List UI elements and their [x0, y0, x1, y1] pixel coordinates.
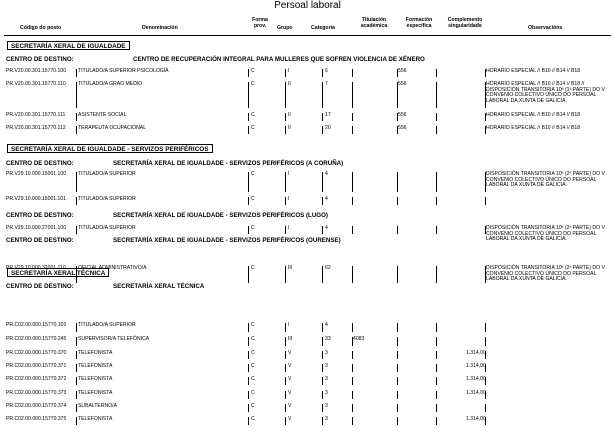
- column-separator: [322, 197, 323, 205]
- column-separator: [248, 113, 249, 121]
- column-separator: [485, 364, 486, 372]
- row-grupo: I: [288, 196, 290, 202]
- column-separator: [322, 172, 323, 192]
- row-categoria: 62: [325, 265, 331, 271]
- row-observacions: HORARIO ESPECIAL // B10 // B14 // B18: [486, 125, 581, 131]
- column-separator: [436, 337, 437, 346]
- column-separator: [76, 323, 77, 332]
- column-separator: [352, 197, 353, 205]
- column-separator: [397, 404, 398, 412]
- header-codigo: Código do posto: [20, 25, 62, 31]
- row-categoria: 3: [325, 363, 328, 369]
- column-separator: [436, 266, 437, 283]
- row-denominacion: TITULADO/A SUPERIOR: [78, 171, 136, 177]
- column-separator: [352, 69, 353, 77]
- row-grupo: V: [288, 403, 292, 409]
- row-complemento: 1.314,00: [466, 416, 486, 422]
- column-separator: [285, 113, 286, 121]
- column-separator: [352, 404, 353, 412]
- column-separator: [485, 113, 486, 121]
- row-categoria: 3: [325, 376, 328, 382]
- column-separator: [352, 226, 353, 234]
- row-denominacion: TITULADO/A SUPERIOR: [78, 225, 136, 231]
- column-separator: [485, 226, 486, 234]
- column-separator: [436, 391, 437, 399]
- row-categoria: 4: [325, 196, 328, 202]
- row-formacion: 556: [398, 81, 407, 87]
- column-separator: [285, 172, 286, 192]
- row-denominacion: TITULADO/A SUPERIOR: [78, 196, 136, 202]
- row-denominacion: SUBALTERNO/A: [78, 403, 117, 409]
- column-separator: [248, 364, 249, 372]
- row-complemento: 1.314,00: [466, 376, 486, 382]
- column-separator: [322, 126, 323, 134]
- column-separator: [436, 226, 437, 234]
- centro-label: CENTRO DE DESTINO:: [6, 283, 74, 290]
- column-separator: [322, 266, 323, 283]
- section-header: SECRETARÍA XERAL DE IGUALDADE: [7, 41, 130, 50]
- column-separator: [248, 323, 249, 332]
- column-separator: [76, 351, 77, 359]
- column-separator: [397, 126, 398, 134]
- row-code: PR.V20.00.301.15770.110: [6, 81, 66, 87]
- column-separator: [485, 377, 486, 385]
- page-title: Persoal laboral: [274, 0, 341, 11]
- column-separator: [352, 323, 353, 332]
- row-code: PR.C02.00.000.15770.245: [6, 336, 67, 342]
- column-separator: [248, 377, 249, 385]
- row-grupo: V: [288, 363, 292, 369]
- column-separator: [76, 69, 77, 77]
- column-separator: [322, 226, 323, 234]
- column-separator: [397, 82, 398, 108]
- column-separator: [322, 82, 323, 108]
- row-categoria: 3: [325, 403, 328, 409]
- column-separator: [285, 82, 286, 108]
- column-separator: [397, 69, 398, 77]
- column-separator: [485, 337, 486, 346]
- column-separator: [285, 364, 286, 372]
- column-separator: [248, 126, 249, 134]
- column-separator: [285, 351, 286, 359]
- column-separator: [76, 417, 77, 425]
- column-separator: [322, 364, 323, 372]
- column-separator: [76, 172, 77, 192]
- row-grupo: I: [288, 225, 290, 231]
- centro-label: CENTRO DE DESTINO:: [6, 212, 74, 219]
- row-observacions: HORARIO ESPECIAL // B10 // B14 // B18 // DISPOSICIÓN TRANSITORIA 10ª (1ª PARTE) DO V CONVENIO COLECTIVO ÚNICO DO PERSOAL LABORAL DA XUNTA DE GALICIA.: [486, 81, 605, 104]
- row-grupo: II: [288, 125, 291, 131]
- column-separator: [485, 404, 486, 412]
- row-forma: C: [251, 336, 255, 342]
- centro-label: CENTRO DE DESTINO:: [6, 237, 74, 244]
- row-denominacion: TELEFONISTA: [78, 350, 113, 356]
- column-separator: [248, 417, 249, 425]
- column-separator: [485, 82, 486, 108]
- header-observacions: Observacións: [528, 25, 563, 31]
- column-separator: [285, 226, 286, 234]
- column-separator: [285, 391, 286, 399]
- row-code: PR.C02.00.000.15770.102: [6, 322, 67, 328]
- column-separator: [285, 266, 286, 283]
- column-separator: [76, 197, 77, 205]
- column-separator: [397, 226, 398, 234]
- row-code: PR.C02.00.000.15770.371: [6, 363, 67, 369]
- column-separator: [397, 364, 398, 372]
- row-code: PR.V20.00.301.15770.100: [6, 68, 67, 74]
- row-formacion: 556: [398, 68, 407, 74]
- row-categoria: 3: [325, 416, 328, 422]
- column-separator: [248, 197, 249, 205]
- row-code: PR.C02.00.000.15770.370: [6, 350, 67, 356]
- row-denominacion: ASISTENTE SOCIAL: [78, 112, 127, 118]
- centro-label: CENTRO DE DESTINO:: [6, 56, 74, 63]
- column-separator: [436, 113, 437, 121]
- column-separator: [352, 377, 353, 385]
- row-categoria: 33: [325, 336, 331, 342]
- centro-name: SECRETARÍA XERAL TÉCNICA: [113, 283, 205, 290]
- column-separator: [322, 404, 323, 412]
- row-code: PR.V29.10.000.15001.100: [6, 171, 67, 177]
- row-observacions: DISPOSICIÓN TRANSITORIA 10ª (2ª PARTE) DO V CONVENIO COLECTIVO ÚNICO DO PERSOAL LABORAL DA XUNTA DE GALICIA.: [486, 225, 605, 243]
- column-separator: [248, 351, 249, 359]
- centro-label: CENTRO DE DESTINO:: [6, 160, 74, 167]
- column-separator: [248, 82, 249, 108]
- row-observacions: HORARIO ESPECIAL // B10 // B14 // B18: [486, 112, 581, 118]
- row-forma: C: [251, 363, 255, 369]
- column-separator: [485, 351, 486, 359]
- row-categoria: 3: [325, 350, 328, 356]
- row-forma: C: [251, 225, 255, 231]
- column-separator: [485, 266, 486, 283]
- row-forma: C: [251, 403, 255, 409]
- row-code: PR.V29.10.000.27001.100: [6, 225, 67, 231]
- column-separator: [76, 404, 77, 412]
- row-complemento: 1.314,00: [466, 363, 486, 369]
- centro-name: CENTRO DE RECUPERACIÓN INTEGRAL PARA MULLERES QUE SOFREN VIOLENCIA DE XÉNERO: [133, 56, 425, 63]
- row-forma: C: [251, 265, 255, 271]
- column-separator: [285, 417, 286, 425]
- row-grupo: I: [288, 68, 290, 74]
- column-separator: [436, 126, 437, 134]
- row-forma: C: [251, 322, 255, 328]
- column-separator: [436, 404, 437, 412]
- column-separator: [352, 351, 353, 359]
- column-separator: [76, 377, 77, 385]
- column-separator: [248, 226, 249, 234]
- row-grupo: II: [288, 112, 291, 118]
- header-rule: [4, 35, 611, 36]
- column-separator: [322, 337, 323, 346]
- column-separator: [322, 391, 323, 399]
- row-forma: C: [251, 125, 255, 131]
- column-separator: [352, 391, 353, 399]
- column-separator: [322, 113, 323, 121]
- row-denominacion: TERAPEUTA OCUPACIONAL: [78, 125, 147, 131]
- row-categoria: 4: [325, 322, 328, 328]
- column-separator: [248, 337, 249, 346]
- column-separator: [397, 337, 398, 346]
- column-separator: [436, 323, 437, 332]
- row-code: PR.C02.00.000.15770.372: [6, 376, 67, 382]
- column-separator: [397, 172, 398, 192]
- column-separator: [436, 82, 437, 108]
- row-categoria: 3: [325, 390, 328, 396]
- column-separator: [76, 364, 77, 372]
- centro-name: SECRETARÍA XERAL DE IGUALDADE - SERVIZOS PERIFÉRICOS (OURENSE): [113, 237, 341, 244]
- column-separator: [285, 404, 286, 412]
- column-separator: [322, 69, 323, 77]
- header-titulacion: Titulación académica: [360, 17, 388, 29]
- column-separator: [436, 377, 437, 385]
- row-grupo: III: [288, 265, 293, 271]
- row-code: PR.V20.00.301.15770.111: [6, 112, 66, 118]
- column-separator: [436, 364, 437, 372]
- row-observacions: DISPOSICIÓN TRANSITORIA 10ª (2ª PARTE) DO V CONVENIO COLECTIVO ÚNICO DO PERSOAL LABORAL DA XUNTA DE GALICIA.: [486, 265, 605, 283]
- column-separator: [436, 351, 437, 359]
- row-forma: C: [251, 350, 255, 356]
- column-separator: [352, 417, 353, 425]
- row-forma: C: [251, 416, 255, 422]
- column-separator: [248, 391, 249, 399]
- column-separator: [397, 266, 398, 283]
- column-separator: [248, 404, 249, 412]
- column-separator: [397, 417, 398, 425]
- row-code: PR.V20.00.301.15770.112: [6, 125, 66, 131]
- row-grupo: V: [288, 390, 292, 396]
- column-separator: [285, 126, 286, 134]
- column-separator: [436, 69, 437, 77]
- row-observacions: DISPOSICIÓN TRANSITORIA 10ª (2ª PARTE) DO V CONVENIO COLECTIVO ÚNICO DO PERSOAL LABORAL DA XUNTA DE GALICIA.: [486, 171, 605, 189]
- column-separator: [485, 172, 486, 192]
- header-categoria: Categoría: [311, 25, 335, 31]
- column-separator: [76, 391, 77, 399]
- column-separator: [76, 337, 77, 346]
- row-denominacion: TITULADO/A SUPERIOR PSICOLOGÍA: [78, 68, 169, 74]
- column-separator: [76, 82, 77, 108]
- row-denominacion: SUPERVISOR/A TELEFÓNICA: [78, 336, 150, 342]
- row-complemento: 1.314,00: [466, 390, 486, 396]
- row-forma: C: [251, 171, 255, 177]
- row-denominacion: TELEFONISTA: [78, 390, 113, 396]
- header-grupo: Grupo: [277, 25, 293, 31]
- column-separator: [322, 377, 323, 385]
- row-denominacion: TITULADO/A SUPERIOR: [78, 322, 136, 328]
- column-separator: [285, 377, 286, 385]
- column-separator: [248, 172, 249, 192]
- row-grupo: III: [288, 336, 293, 342]
- column-separator: [352, 364, 353, 372]
- header-complemento: Complemento singularidade: [447, 17, 483, 29]
- column-separator: [76, 113, 77, 121]
- column-separator: [352, 126, 353, 134]
- column-separator: [248, 69, 249, 77]
- row-grupo: I: [288, 171, 290, 177]
- column-separator: [397, 391, 398, 399]
- column-separator: [285, 197, 286, 205]
- row-code: PR.C02.00.000.15770.375: [6, 416, 67, 422]
- header-denominacion: Denominación: [142, 25, 178, 31]
- row-grupo: I: [288, 322, 290, 328]
- row-categoria: 4: [325, 171, 328, 177]
- column-separator: [322, 417, 323, 425]
- row-forma: C: [251, 390, 255, 396]
- row-forma: C: [251, 68, 255, 74]
- column-separator: [248, 266, 249, 283]
- row-grupo: V: [288, 376, 292, 382]
- row-formacion: 556: [398, 112, 407, 118]
- column-separator: [352, 266, 353, 283]
- row-forma: C: [251, 112, 255, 118]
- column-separator: [485, 69, 486, 77]
- column-separator: [485, 391, 486, 399]
- column-separator: [397, 113, 398, 121]
- column-separator: [76, 226, 77, 234]
- column-separator: [397, 351, 398, 359]
- row-denominacion: TELEFONISTA: [78, 416, 113, 422]
- column-separator: [352, 337, 353, 346]
- row-grupo: V: [288, 350, 292, 356]
- row-observacions: HORARIO ESPECIAL // B10 // B14 // B18: [486, 68, 581, 74]
- centro-name: SECRETARÍA XERAL DE IGUALDADE - SERVIZOS PERIFÉRICOS (LUGO): [113, 212, 328, 219]
- column-separator: [436, 417, 437, 425]
- row-code: PR.C02.00.000.15770.373: [6, 390, 67, 396]
- section-header: SECRETARÍA XERAL TÉCNICA: [7, 268, 109, 277]
- header-formacion: Formación específica: [405, 17, 433, 29]
- row-code: PR.C02.00.000.15770.374: [6, 403, 67, 409]
- row-complemento: 1.314,00: [466, 350, 486, 356]
- centro-name: SECRETARÍA XERAL DE IGUALDADE - SERVIZOS PERIFÉRICOS (A CORUÑA): [113, 160, 344, 167]
- row-code: PR.V29.10.000.15001.101: [6, 196, 67, 202]
- row-forma: C: [251, 196, 255, 202]
- column-separator: [285, 323, 286, 332]
- row-categoria: 17: [325, 112, 331, 118]
- section-header: SECRETARÍA XERAL DE IGUALDADE - SERVIZOS PERIFÉRICOS: [7, 144, 213, 153]
- row-categoria: 6: [325, 68, 328, 74]
- column-separator: [436, 172, 437, 192]
- column-separator: [352, 172, 353, 192]
- column-separator: [285, 69, 286, 77]
- column-separator: [285, 337, 286, 346]
- row-titulacion: 4083: [353, 336, 365, 342]
- column-separator: [397, 377, 398, 385]
- column-separator: [76, 126, 77, 134]
- row-denominacion: OFICIAL ADMINISTRATIVO/A: [78, 265, 147, 271]
- column-separator: [485, 323, 486, 332]
- row-categoria: 7: [325, 81, 328, 87]
- column-separator: [397, 323, 398, 332]
- column-separator: [352, 82, 353, 108]
- row-formacion: 556: [398, 125, 407, 131]
- column-separator: [485, 126, 486, 134]
- header-forma: Forma prov.: [252, 17, 268, 29]
- row-denominacion: TELEFONISTA: [78, 363, 113, 369]
- row-denominacion: TITULADO/A GRAO MEDIO: [78, 81, 143, 87]
- column-separator: [322, 323, 323, 332]
- column-separator: [322, 351, 323, 359]
- column-separator: [485, 197, 486, 205]
- row-code: PR.V29.10.000.32001.110: [6, 265, 66, 271]
- row-categoria: 20: [325, 125, 331, 131]
- row-grupo: II: [288, 81, 291, 87]
- row-grupo: V: [288, 416, 292, 422]
- column-separator: [436, 197, 437, 205]
- row-forma: C: [251, 81, 255, 87]
- row-denominacion: TELEFONISTA: [78, 376, 113, 382]
- column-separator: [397, 197, 398, 205]
- row-forma: C: [251, 376, 255, 382]
- column-separator: [485, 417, 486, 425]
- row-categoria: 4: [325, 225, 328, 231]
- column-separator: [352, 113, 353, 121]
